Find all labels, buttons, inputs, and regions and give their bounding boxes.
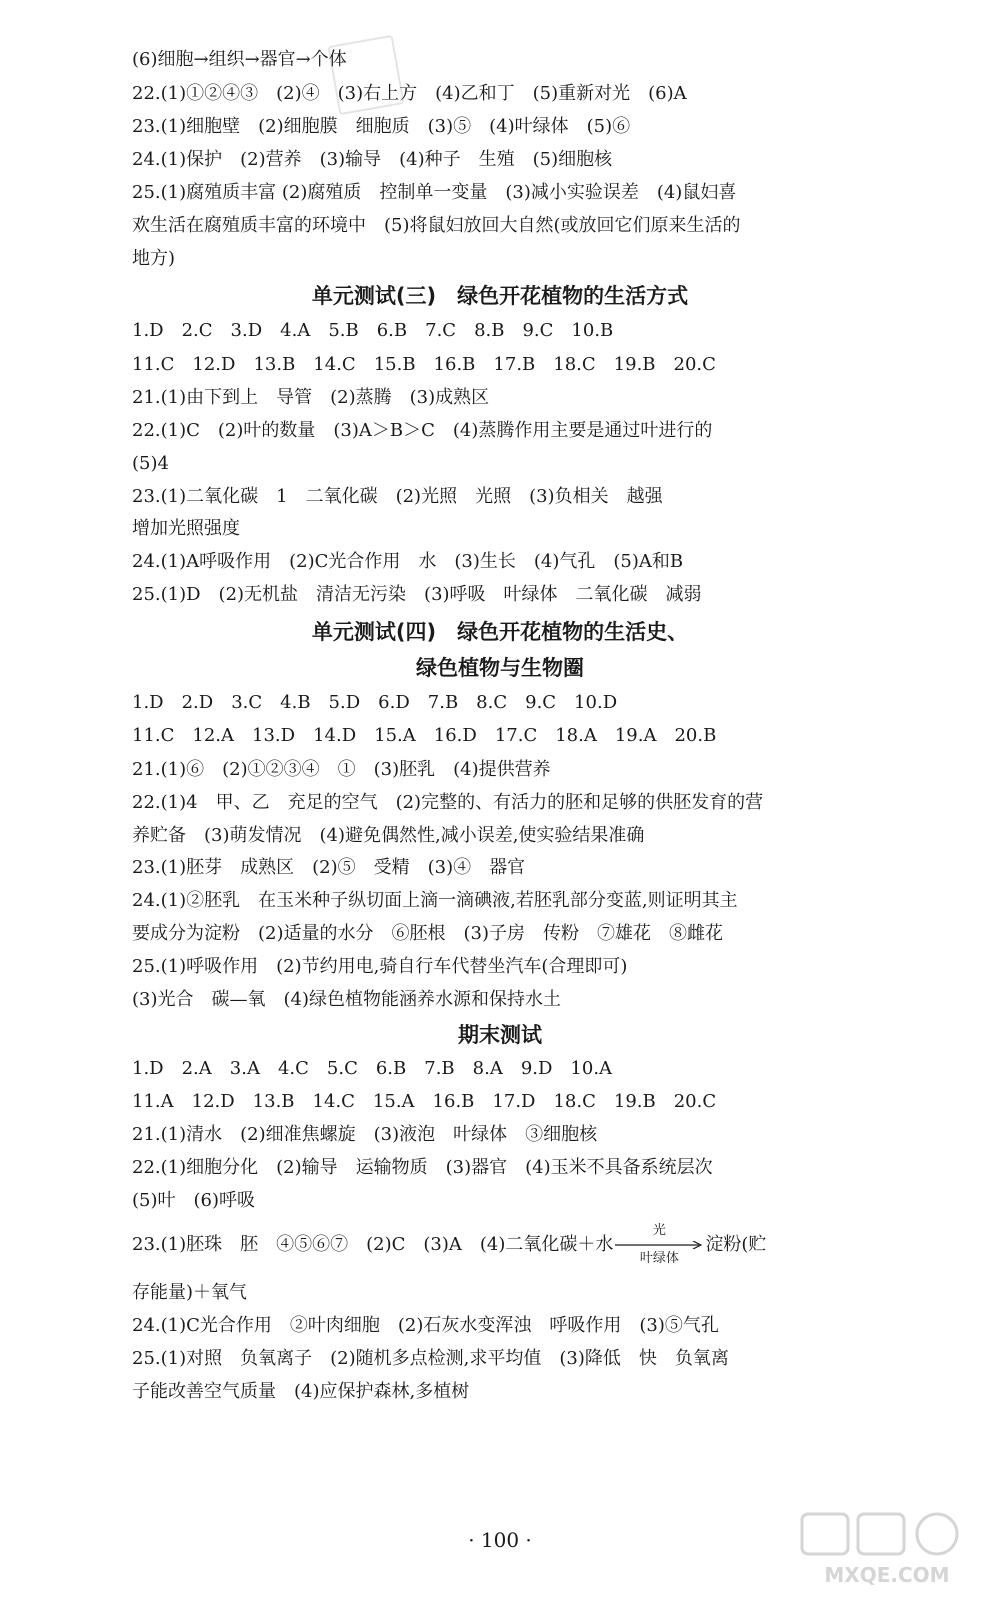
svg-text:MXQE.COM: MXQE.COM — [824, 1563, 950, 1587]
answer-line: 22.(1)细胞分化 (2)输导 运输物质 (3)器官 (4)玉米不具备系统层次 — [132, 1157, 713, 1178]
section-heading-4a: 单元测试(四) 绿色开花植物的生活史、 — [311, 620, 689, 644]
answer-line: 22.(1)C (2)叶的数量 (3)A＞B＞C (4)蒸腾作用主要是通过叶进行的 — [132, 420, 713, 441]
answer-line: 23.(1)细胞壁 (2)细胞膜 细胞质 (3)⑤ (4)叶绿体 (5)⑥ — [132, 116, 631, 137]
page-number: · 100 · — [468, 1528, 532, 1552]
answer-line: 24.(1)C光合作用 ②叶肉细胞 (2)石灰水变浑浊 呼吸作用 (3)⑤气孔 — [132, 1315, 719, 1336]
answer-line: 21.(1)清水 (2)细准焦螺旋 (3)液泡 叶绿体 ③细胞核 — [132, 1124, 598, 1145]
section-heading-4b: 绿色植物与生物圈 — [416, 656, 584, 680]
answer-line: 1.D 2.D 3.C 4.B 5.D 6.D 7.B 8.C 9.C 10.D — [132, 692, 618, 713]
answer-line: (3)光合 碳—氧 (4)绿色植物能涵养水源和保持水土 — [132, 989, 561, 1010]
answer-line: 23.(1)二氧化碳 1 二氧化碳 (2)光照 光照 (3)负相关 越强 — [132, 486, 663, 507]
answer-line: 25.(1)呼吸作用 (2)节约用电,骑自行车代替坐汽车(合理即可) — [132, 956, 628, 977]
answer-line: 21.(1)⑥ (2)①②③④ ① (3)胚乳 (4)提供营养 — [132, 759, 551, 780]
answer-line: 22.(1)4 甲、乙 充足的空气 (2)完整的、有活力的胚和足够的供胚发育的营 — [132, 792, 764, 813]
section-heading-final: 期末测试 — [458, 1023, 542, 1047]
answer-line: 增加光照强度 — [132, 518, 240, 539]
answer-line: 要成分为淀粉 (2)适量的水分 ⑥胚根 (3)子房 传粉 ⑦雄花 ⑧雌花 — [132, 923, 723, 944]
answer-line: 存能量)＋氧气 — [132, 1282, 248, 1303]
answer-line: 23.(1)胚芽 成熟区 (2)⑤ 受精 (3)④ 器官 — [132, 857, 526, 878]
answer-line: 25.(1)对照 负氧离子 (2)随机多点检测,求平均值 (3)降低 快 负氧离 — [132, 1348, 729, 1369]
answer-line: 24.(1)A呼吸作用 (2)C光合作用 水 (3)生长 (4)气孔 (5)A和B — [132, 551, 684, 572]
answer-line: 养贮备 (3)萌发情况 (4)避免偶然性,减小误差,使实验结果准确 — [132, 825, 645, 846]
answer-line: 25.(1)D (2)无机盐 清洁无污染 (3)呼吸 叶绿体 二氧化碳 减弱 — [132, 584, 702, 605]
answer-line: 地方) — [132, 248, 176, 269]
answer-line: (5)4 — [132, 453, 169, 474]
answer-line: 11.C 12.A 13.D 14.D 15.A 16.D 17.C 18.A 19.A 20.B — [132, 725, 717, 746]
answer-line: (6)细胞→组织→器官→个体 — [132, 49, 347, 70]
section-heading-3: 单元测试(三) 绿色开花植物的生活方式 — [311, 284, 689, 308]
reaction-arrow — [615, 1223, 703, 1266]
answer-line: 25.(1)腐殖质丰富 (2)腐殖质 控制单一变量 (3)减小实验误差 (4)鼠妇喜 — [132, 182, 737, 203]
answer-line: 24.(1)②胚乳 在玉米种子纵切面上滴一滴碘液,若胚乳部分变蓝,则证明其主 — [132, 890, 738, 911]
answer-line: 1.D 2.A 3.A 4.C 5.C 6.B 7.B 8.A 9.D 10.A — [132, 1058, 613, 1079]
answer-line: 子能改善空气质量 (4)应保护森林,多植树 — [132, 1381, 470, 1402]
answer-line: 欢生活在腐殖质丰富的环境中 (5)将鼠妇放回大自然(或放回它们原来生活的 — [132, 215, 741, 236]
answer-line: 1.D 2.C 3.D 4.A 5.B 6.B 7.C 8.B 9.C 10.B — [132, 320, 614, 341]
answer-line: 21.(1)由下到上 导管 (2)蒸腾 (3)成熟区 — [132, 387, 490, 408]
answer-line: 24.(1)保护 (2)营养 (3)输导 (4)种子 生殖 (5)细胞核 — [132, 149, 613, 170]
answer-line-formula — [132, 1223, 942, 1266]
watermark-logo — [792, 1510, 982, 1590]
formula-prefix: 23.(1)胚珠 胚 ④⑤⑥⑦ (2)C (3)A (4)二氧化碳＋水 — [132, 1234, 614, 1255]
arrow-condition-top: 光 — [652, 1223, 666, 1238]
formula-suffix: 淀粉(贮 — [705, 1234, 767, 1255]
answer-line: 11.C 12.D 13.B 14.C 15.B 16.B 17.B 18.C 19.B 20.C — [132, 354, 716, 375]
answer-line: 22.(1)①②④③ (2)④ (3)右上方 (4)乙和丁 (5)重新对光 (6)A — [132, 83, 687, 104]
answer-line: (5)叶 (6)呼吸 — [132, 1190, 255, 1211]
answer-line: 11.A 12.D 13.B 14.C 15.A 16.B 17.D 18.C 19.B 20.C — [132, 1091, 717, 1112]
arrow-condition-bottom: 叶绿体 — [639, 1251, 679, 1266]
